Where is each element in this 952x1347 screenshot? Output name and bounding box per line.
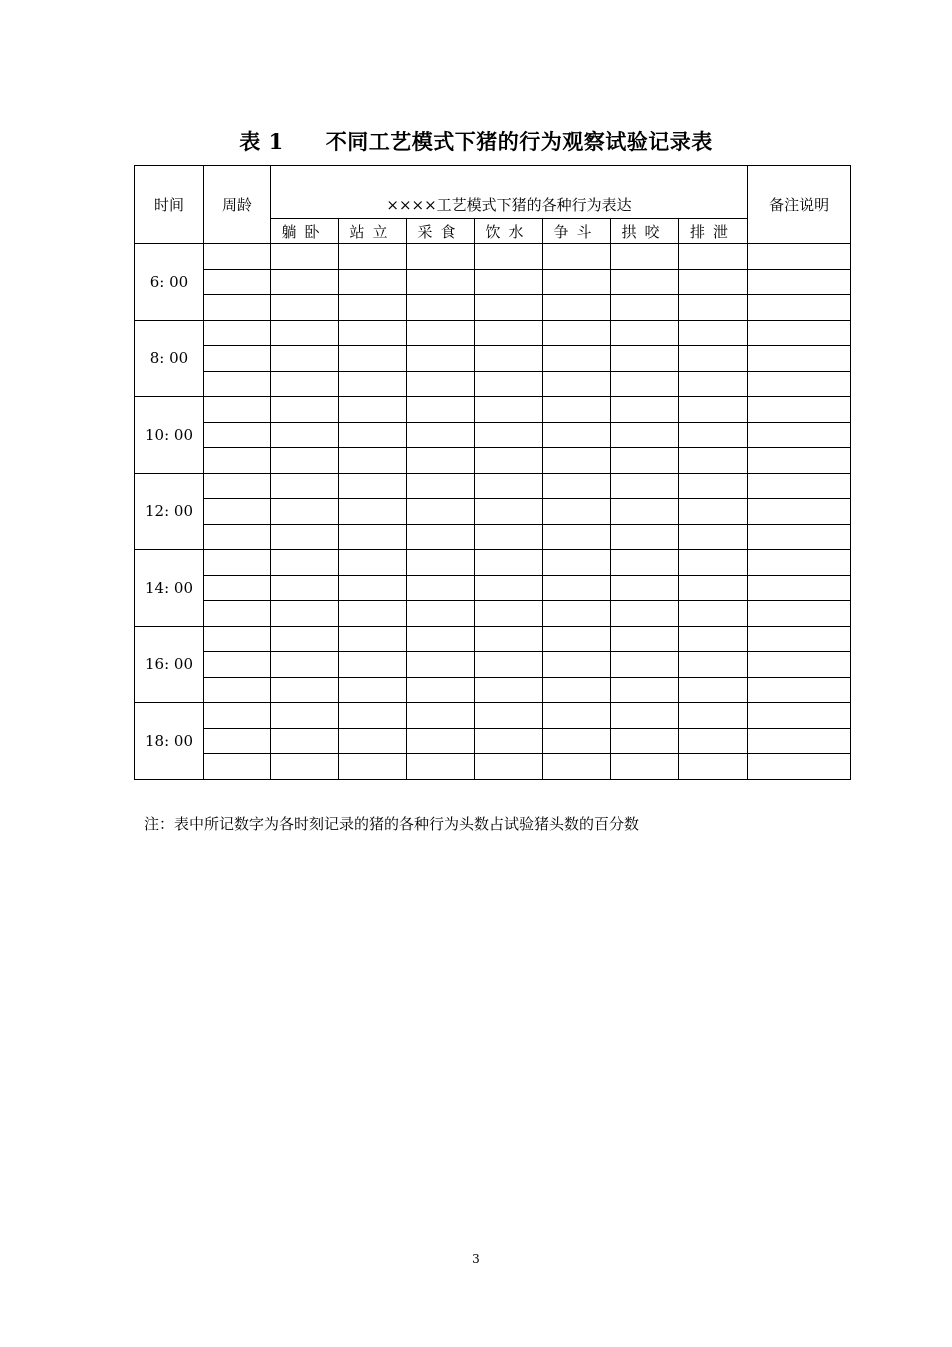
table-row — [135, 601, 851, 627]
record-cell — [204, 703, 271, 729]
record-cell — [748, 754, 851, 780]
record-cell — [543, 397, 611, 423]
record-cell — [339, 295, 407, 321]
record-cell — [339, 524, 407, 550]
record-cell — [407, 677, 475, 703]
table-row — [135, 346, 851, 372]
record-cell — [679, 499, 748, 525]
record-cell — [204, 499, 271, 525]
record-cell — [679, 754, 748, 780]
record-cell — [271, 422, 339, 448]
record-cell — [748, 320, 851, 346]
record-cell — [339, 244, 407, 270]
page-number: 3 — [472, 1252, 480, 1266]
header-behavior: 躺卧 — [271, 219, 339, 244]
table-title — [0, 126, 952, 156]
record-cell — [543, 575, 611, 601]
record-cell — [204, 754, 271, 780]
record-cell — [748, 448, 851, 474]
record-cell — [204, 652, 271, 678]
record-table — [134, 165, 851, 780]
record-cell — [475, 422, 543, 448]
record-cell — [611, 320, 679, 346]
record-cell — [271, 524, 339, 550]
record-cell — [407, 652, 475, 678]
record-cell — [271, 371, 339, 397]
record-cell — [204, 626, 271, 652]
record-cell — [407, 422, 475, 448]
record-cell — [204, 269, 271, 295]
record-cell — [204, 728, 271, 754]
record-cell — [611, 422, 679, 448]
record-cell — [271, 499, 339, 525]
record-cell — [271, 320, 339, 346]
record-cell — [204, 448, 271, 474]
table-row — [135, 754, 851, 780]
record-cell — [611, 550, 679, 576]
table-row — [135, 422, 851, 448]
record-cell — [475, 754, 543, 780]
record-cell — [679, 473, 748, 499]
record-cell — [679, 397, 748, 423]
record-cell — [679, 703, 748, 729]
table-row — [135, 397, 851, 423]
table-row — [135, 269, 851, 295]
record-cell — [475, 499, 543, 525]
header-behavior: 排泄 — [679, 219, 748, 244]
record-cell — [611, 575, 679, 601]
table-row — [135, 295, 851, 321]
record-cell — [679, 524, 748, 550]
record-cell — [407, 601, 475, 627]
record-cell — [475, 524, 543, 550]
record-cell — [543, 728, 611, 754]
table-row — [135, 244, 851, 270]
record-cell — [271, 448, 339, 474]
record-cell — [339, 320, 407, 346]
record-cell — [339, 652, 407, 678]
record-cell — [271, 244, 339, 270]
record-cell — [407, 473, 475, 499]
record-cell — [543, 320, 611, 346]
table-number: 表 1 — [239, 129, 284, 154]
record-cell — [611, 728, 679, 754]
record-cell — [611, 346, 679, 372]
table-row — [135, 575, 851, 601]
header-behavior: 饮水 — [475, 219, 543, 244]
record-cell — [475, 626, 543, 652]
record-cell — [271, 550, 339, 576]
record-cell — [475, 371, 543, 397]
record-cell — [475, 320, 543, 346]
record-cell — [407, 575, 475, 601]
record-cell — [748, 677, 851, 703]
record-cell — [679, 652, 748, 678]
record-cell — [339, 754, 407, 780]
record-cell — [543, 626, 611, 652]
record-cell — [475, 269, 543, 295]
record-cell — [339, 346, 407, 372]
record-cell — [407, 524, 475, 550]
record-cell — [611, 473, 679, 499]
record-cell — [475, 601, 543, 627]
record-cell — [407, 499, 475, 525]
table-row — [135, 524, 851, 550]
record-cell — [748, 652, 851, 678]
record-cell — [748, 550, 851, 576]
time-cell: 14: 00 — [135, 550, 204, 627]
record-cell — [543, 371, 611, 397]
record-cell — [543, 499, 611, 525]
record-cell — [271, 754, 339, 780]
record-cell — [407, 754, 475, 780]
record-cell — [204, 320, 271, 346]
record-cell — [611, 448, 679, 474]
record-cell — [271, 295, 339, 321]
record-cell — [748, 269, 851, 295]
record-cell — [475, 550, 543, 576]
time-cell: 18: 00 — [135, 703, 204, 780]
record-cell — [475, 703, 543, 729]
record-cell — [271, 652, 339, 678]
record-cell — [407, 295, 475, 321]
record-cell — [748, 575, 851, 601]
record-cell — [475, 295, 543, 321]
record-cell — [475, 677, 543, 703]
record-cell — [679, 371, 748, 397]
record-cell — [271, 346, 339, 372]
record-cell — [611, 499, 679, 525]
record-cell — [204, 295, 271, 321]
record-cell — [679, 601, 748, 627]
header-behavior: 争斗 — [543, 219, 611, 244]
record-cell — [339, 728, 407, 754]
record-cell — [204, 601, 271, 627]
header-behavior: 采食 — [407, 219, 475, 244]
record-cell — [271, 728, 339, 754]
record-cell — [611, 626, 679, 652]
record-cell — [611, 244, 679, 270]
record-cell — [679, 295, 748, 321]
record-cell — [407, 448, 475, 474]
record-cell — [679, 626, 748, 652]
record-cell — [748, 346, 851, 372]
table-row — [135, 677, 851, 703]
record-cell — [271, 601, 339, 627]
record-cell — [204, 473, 271, 499]
record-cell — [339, 448, 407, 474]
record-cell — [543, 422, 611, 448]
record-cell — [407, 269, 475, 295]
record-cell — [271, 473, 339, 499]
record-cell — [679, 550, 748, 576]
header-remark: 备注说明 — [748, 166, 851, 244]
record-cell — [543, 448, 611, 474]
table-row — [135, 550, 851, 576]
record-cell — [271, 269, 339, 295]
record-cell — [611, 601, 679, 627]
record-cell — [339, 550, 407, 576]
record-cell — [679, 346, 748, 372]
record-cell — [748, 244, 851, 270]
record-cell — [204, 397, 271, 423]
table-row — [135, 728, 851, 754]
header-behavior: 站立 — [339, 219, 407, 244]
record-cell — [407, 626, 475, 652]
record-cell — [204, 346, 271, 372]
record-cell — [271, 397, 339, 423]
record-cell — [748, 728, 851, 754]
record-cell — [543, 677, 611, 703]
record-cell — [611, 754, 679, 780]
record-cell — [543, 473, 611, 499]
record-cell — [543, 524, 611, 550]
table-row — [135, 320, 851, 346]
record-cell — [748, 499, 851, 525]
record-cell — [339, 397, 407, 423]
record-cell — [543, 269, 611, 295]
record-cell — [204, 677, 271, 703]
record-cell — [204, 422, 271, 448]
table-row — [135, 499, 851, 525]
time-cell: 10: 00 — [135, 397, 204, 474]
record-cell — [407, 728, 475, 754]
record-cell — [339, 269, 407, 295]
record-cell — [475, 346, 543, 372]
record-cell — [679, 448, 748, 474]
record-cell — [748, 703, 851, 729]
record-cell — [407, 550, 475, 576]
table-row — [135, 473, 851, 499]
record-cell — [407, 346, 475, 372]
record-cell — [679, 575, 748, 601]
record-cell — [407, 703, 475, 729]
record-cell — [543, 601, 611, 627]
record-cell — [679, 320, 748, 346]
record-cell — [475, 473, 543, 499]
table-row — [135, 703, 851, 729]
record-cell — [748, 397, 851, 423]
header-time: 时间 — [135, 166, 204, 244]
record-cell — [339, 601, 407, 627]
record-cell — [339, 575, 407, 601]
record-cell — [679, 244, 748, 270]
record-cell — [475, 244, 543, 270]
time-cell: 8: 00 — [135, 320, 204, 397]
table-row — [135, 448, 851, 474]
record-cell — [475, 448, 543, 474]
time-cell: 16: 00 — [135, 626, 204, 703]
time-cell: 12: 00 — [135, 473, 204, 550]
record-cell — [204, 550, 271, 576]
record-cell — [611, 524, 679, 550]
record-cell — [748, 524, 851, 550]
record-cell — [204, 575, 271, 601]
record-cell — [339, 499, 407, 525]
record-cell — [475, 652, 543, 678]
record-cell — [407, 244, 475, 270]
table-row — [135, 652, 851, 678]
record-cell — [271, 626, 339, 652]
record-cell — [271, 575, 339, 601]
record-cell — [407, 397, 475, 423]
record-cell — [748, 626, 851, 652]
record-cell — [475, 397, 543, 423]
record-cell — [339, 677, 407, 703]
record-cell — [679, 728, 748, 754]
record-cell — [543, 550, 611, 576]
record-cell — [271, 677, 339, 703]
record-cell — [339, 371, 407, 397]
record-cell — [748, 371, 851, 397]
record-cell — [748, 601, 851, 627]
record-cell — [679, 422, 748, 448]
record-cell — [543, 703, 611, 729]
record-cell — [339, 703, 407, 729]
record-cell — [204, 371, 271, 397]
record-cell — [271, 703, 339, 729]
record-cell — [475, 728, 543, 754]
record-cell — [475, 575, 543, 601]
record-cell — [339, 626, 407, 652]
record-cell — [543, 244, 611, 270]
record-cell — [611, 295, 679, 321]
table-note: 注：表中所记数字为各时刻记录的猪的各种行为头数占试验猪头数的百分数 — [144, 815, 640, 833]
record-cell — [204, 524, 271, 550]
record-cell — [748, 473, 851, 499]
record-cell — [679, 269, 748, 295]
record-cell — [543, 754, 611, 780]
header-behavior: 拱咬 — [611, 219, 679, 244]
record-cell — [611, 269, 679, 295]
record-cell — [339, 422, 407, 448]
table-title-text: 不同工艺模式下猪的行为观察试验记录表 — [325, 129, 713, 154]
record-cell — [679, 677, 748, 703]
record-cell — [611, 652, 679, 678]
table-row — [135, 626, 851, 652]
record-cell — [611, 703, 679, 729]
record-cell — [543, 652, 611, 678]
record-cell — [611, 371, 679, 397]
record-cell — [748, 422, 851, 448]
table-row — [135, 371, 851, 397]
record-cell — [204, 244, 271, 270]
record-cell — [339, 473, 407, 499]
header-behavior-group: ××××工艺模式下猪的各种行为表达 — [271, 166, 748, 219]
record-cell — [543, 295, 611, 321]
record-cell — [543, 346, 611, 372]
record-cell — [407, 371, 475, 397]
time-cell: 6: 00 — [135, 244, 204, 321]
record-cell — [611, 677, 679, 703]
record-cell — [748, 295, 851, 321]
header-age: 周龄 — [204, 166, 271, 244]
record-cell — [611, 397, 679, 423]
record-cell — [407, 320, 475, 346]
